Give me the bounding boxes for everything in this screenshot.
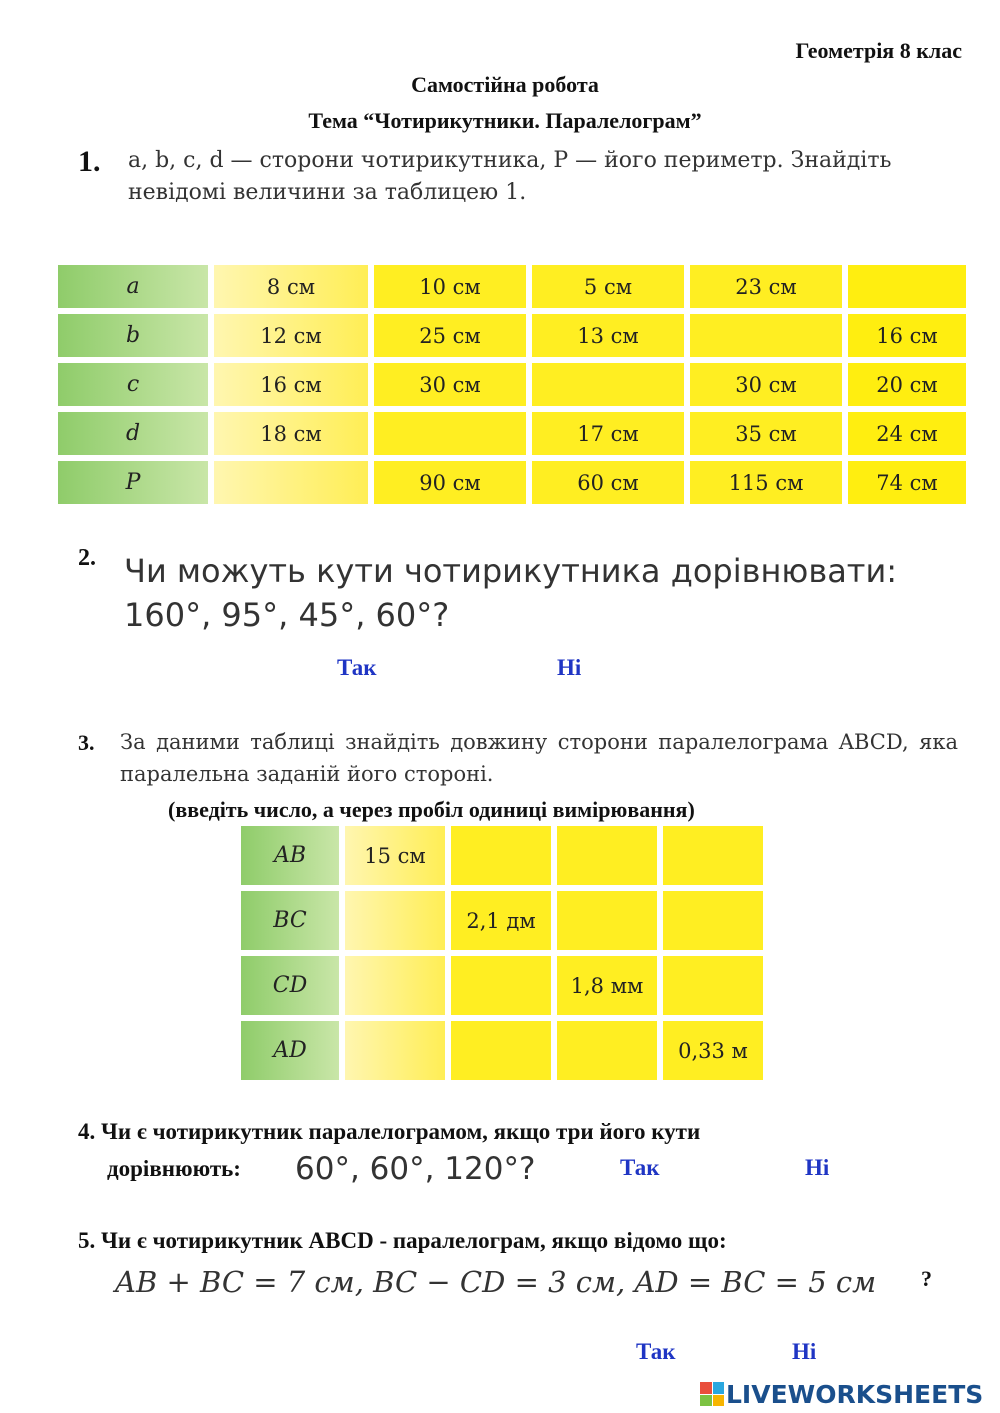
q4-no-option[interactable]: Ні (805, 1155, 830, 1180)
value-cell: 30 см (690, 363, 842, 406)
table-row (241, 826, 763, 885)
value-cell: 24 см (848, 412, 966, 455)
value-cell: 13 см (532, 314, 684, 357)
question-2-line-2: 160°, 95°, 45°, 60°? (124, 596, 450, 634)
question-3-number: 3. (78, 730, 95, 755)
question-3-instruction: (введіть число, а через пробіл одиниці вимірювання) (168, 797, 695, 822)
answer-cell[interactable] (557, 891, 657, 950)
q4-yes-option[interactable]: Так (620, 1155, 660, 1180)
answer-cell[interactable] (374, 412, 526, 455)
value-cell: 60 см (532, 461, 684, 504)
row-label: b (58, 314, 208, 357)
question-5-formula: AB + BC = 7 см, BC − CD = 3 см, AD = BC = 5 см (115, 1265, 877, 1299)
answer-cell[interactable] (451, 956, 551, 1015)
answer-cell[interactable] (690, 314, 842, 357)
table-row (241, 956, 763, 1015)
value-cell: 90 см (374, 461, 526, 504)
value-cell: 23 см (690, 265, 842, 308)
value-cell: 16 см (848, 314, 966, 357)
value-cell: 10 см (374, 265, 526, 308)
liveworksheets-logo (700, 1381, 983, 1407)
question-1-number: 1. (78, 145, 101, 178)
answer-cell[interactable] (345, 891, 445, 950)
value-cell: 1,8 мм (557, 956, 657, 1015)
table-row (58, 461, 966, 504)
value-cell: 16 см (214, 363, 368, 406)
value-cell: 18 см (214, 412, 368, 455)
question-3-text: За даними таблиці знайдіть довжину сторони паралелограма ABCD, яка паралельна заданій його стороні. (120, 730, 958, 786)
q2-no-option[interactable]: Ні (557, 655, 582, 680)
value-cell: 74 см (848, 461, 966, 504)
answer-cell[interactable] (214, 461, 368, 504)
question-2-number: 2. (78, 545, 96, 571)
value-cell: 0,33 м (663, 1021, 763, 1080)
row-label: P (58, 461, 208, 504)
q5-no-option[interactable]: Ні (792, 1339, 817, 1364)
quadrilateral-sides-table (52, 259, 972, 510)
row-label: BC (241, 891, 339, 950)
value-cell: 5 см (532, 265, 684, 308)
row-label: a (58, 265, 208, 308)
value-cell: 30 см (374, 363, 526, 406)
subject-label: Геометрія 8 клас (795, 38, 962, 63)
table-row (58, 265, 966, 308)
question-1-text: a, b, c, d — сторони чотирикутника, P — його периметр. Знайдіть невідомі величини за таблицею 1. (128, 148, 892, 205)
answer-cell[interactable] (345, 1021, 445, 1080)
answer-cell[interactable] (345, 956, 445, 1015)
answer-cell[interactable] (663, 956, 763, 1015)
answer-cell[interactable] (557, 826, 657, 885)
question-4-angles: 60°, 60°, 120°? (295, 1151, 536, 1187)
logo-square-1 (700, 1382, 712, 1394)
answer-cell[interactable] (848, 265, 966, 308)
value-cell: 15 см (345, 826, 445, 885)
value-cell: 20 см (848, 363, 966, 406)
answer-cell[interactable] (557, 1021, 657, 1080)
q5-yes-option[interactable]: Так (636, 1339, 676, 1364)
row-label: AB (241, 826, 339, 885)
logo-square-3 (700, 1395, 712, 1407)
logo-square-4 (713, 1395, 725, 1407)
q2-yes-option[interactable]: Так (337, 655, 377, 680)
answer-cell[interactable] (663, 826, 763, 885)
question-2-text (124, 549, 897, 637)
row-label: AD (241, 1021, 339, 1080)
row-label: CD (241, 956, 339, 1015)
question-5-line-1: 5. Чи є чотирикутник ABCD - паралелограм, якщо відомо що: (78, 1228, 727, 1253)
question-4-line-1: 4. Чи є чотирикутник паралелограмом, якщо три його кути (78, 1119, 701, 1144)
question-2-line-1: Чи можуть кути чотирикутника дорівнювати: (124, 552, 898, 590)
row-label: c (58, 363, 208, 406)
value-cell: 2,1 дм (451, 891, 551, 950)
value-cell: 115 см (690, 461, 842, 504)
answer-cell[interactable] (532, 363, 684, 406)
logo-square-2 (713, 1382, 725, 1394)
value-cell: 35 см (690, 412, 842, 455)
question-4-line-2: дорівнюють: (107, 1156, 241, 1181)
table-row (58, 314, 966, 357)
parallelogram-sides-table (235, 820, 769, 1086)
value-cell: 12 см (214, 314, 368, 357)
table-row (241, 1021, 763, 1080)
table-row (58, 412, 966, 455)
value-cell: 8 см (214, 265, 368, 308)
question-5-mark: ? (921, 1266, 932, 1291)
answer-cell[interactable] (451, 1021, 551, 1080)
table-row (58, 363, 966, 406)
table-row (241, 891, 763, 950)
liveworksheets-logo-text: LIVEWORKSHEETS (726, 1379, 984, 1409)
worksheet-topic: Тема “Чотирикутники. Паралелограм” (308, 108, 702, 133)
worksheet-title: Самостійна робота (411, 72, 599, 97)
value-cell: 25 см (374, 314, 526, 357)
answer-cell[interactable] (663, 891, 763, 950)
value-cell: 17 см (532, 412, 684, 455)
liveworksheets-logo-icon (700, 1382, 724, 1406)
answer-cell[interactable] (451, 826, 551, 885)
row-label: d (58, 412, 208, 455)
